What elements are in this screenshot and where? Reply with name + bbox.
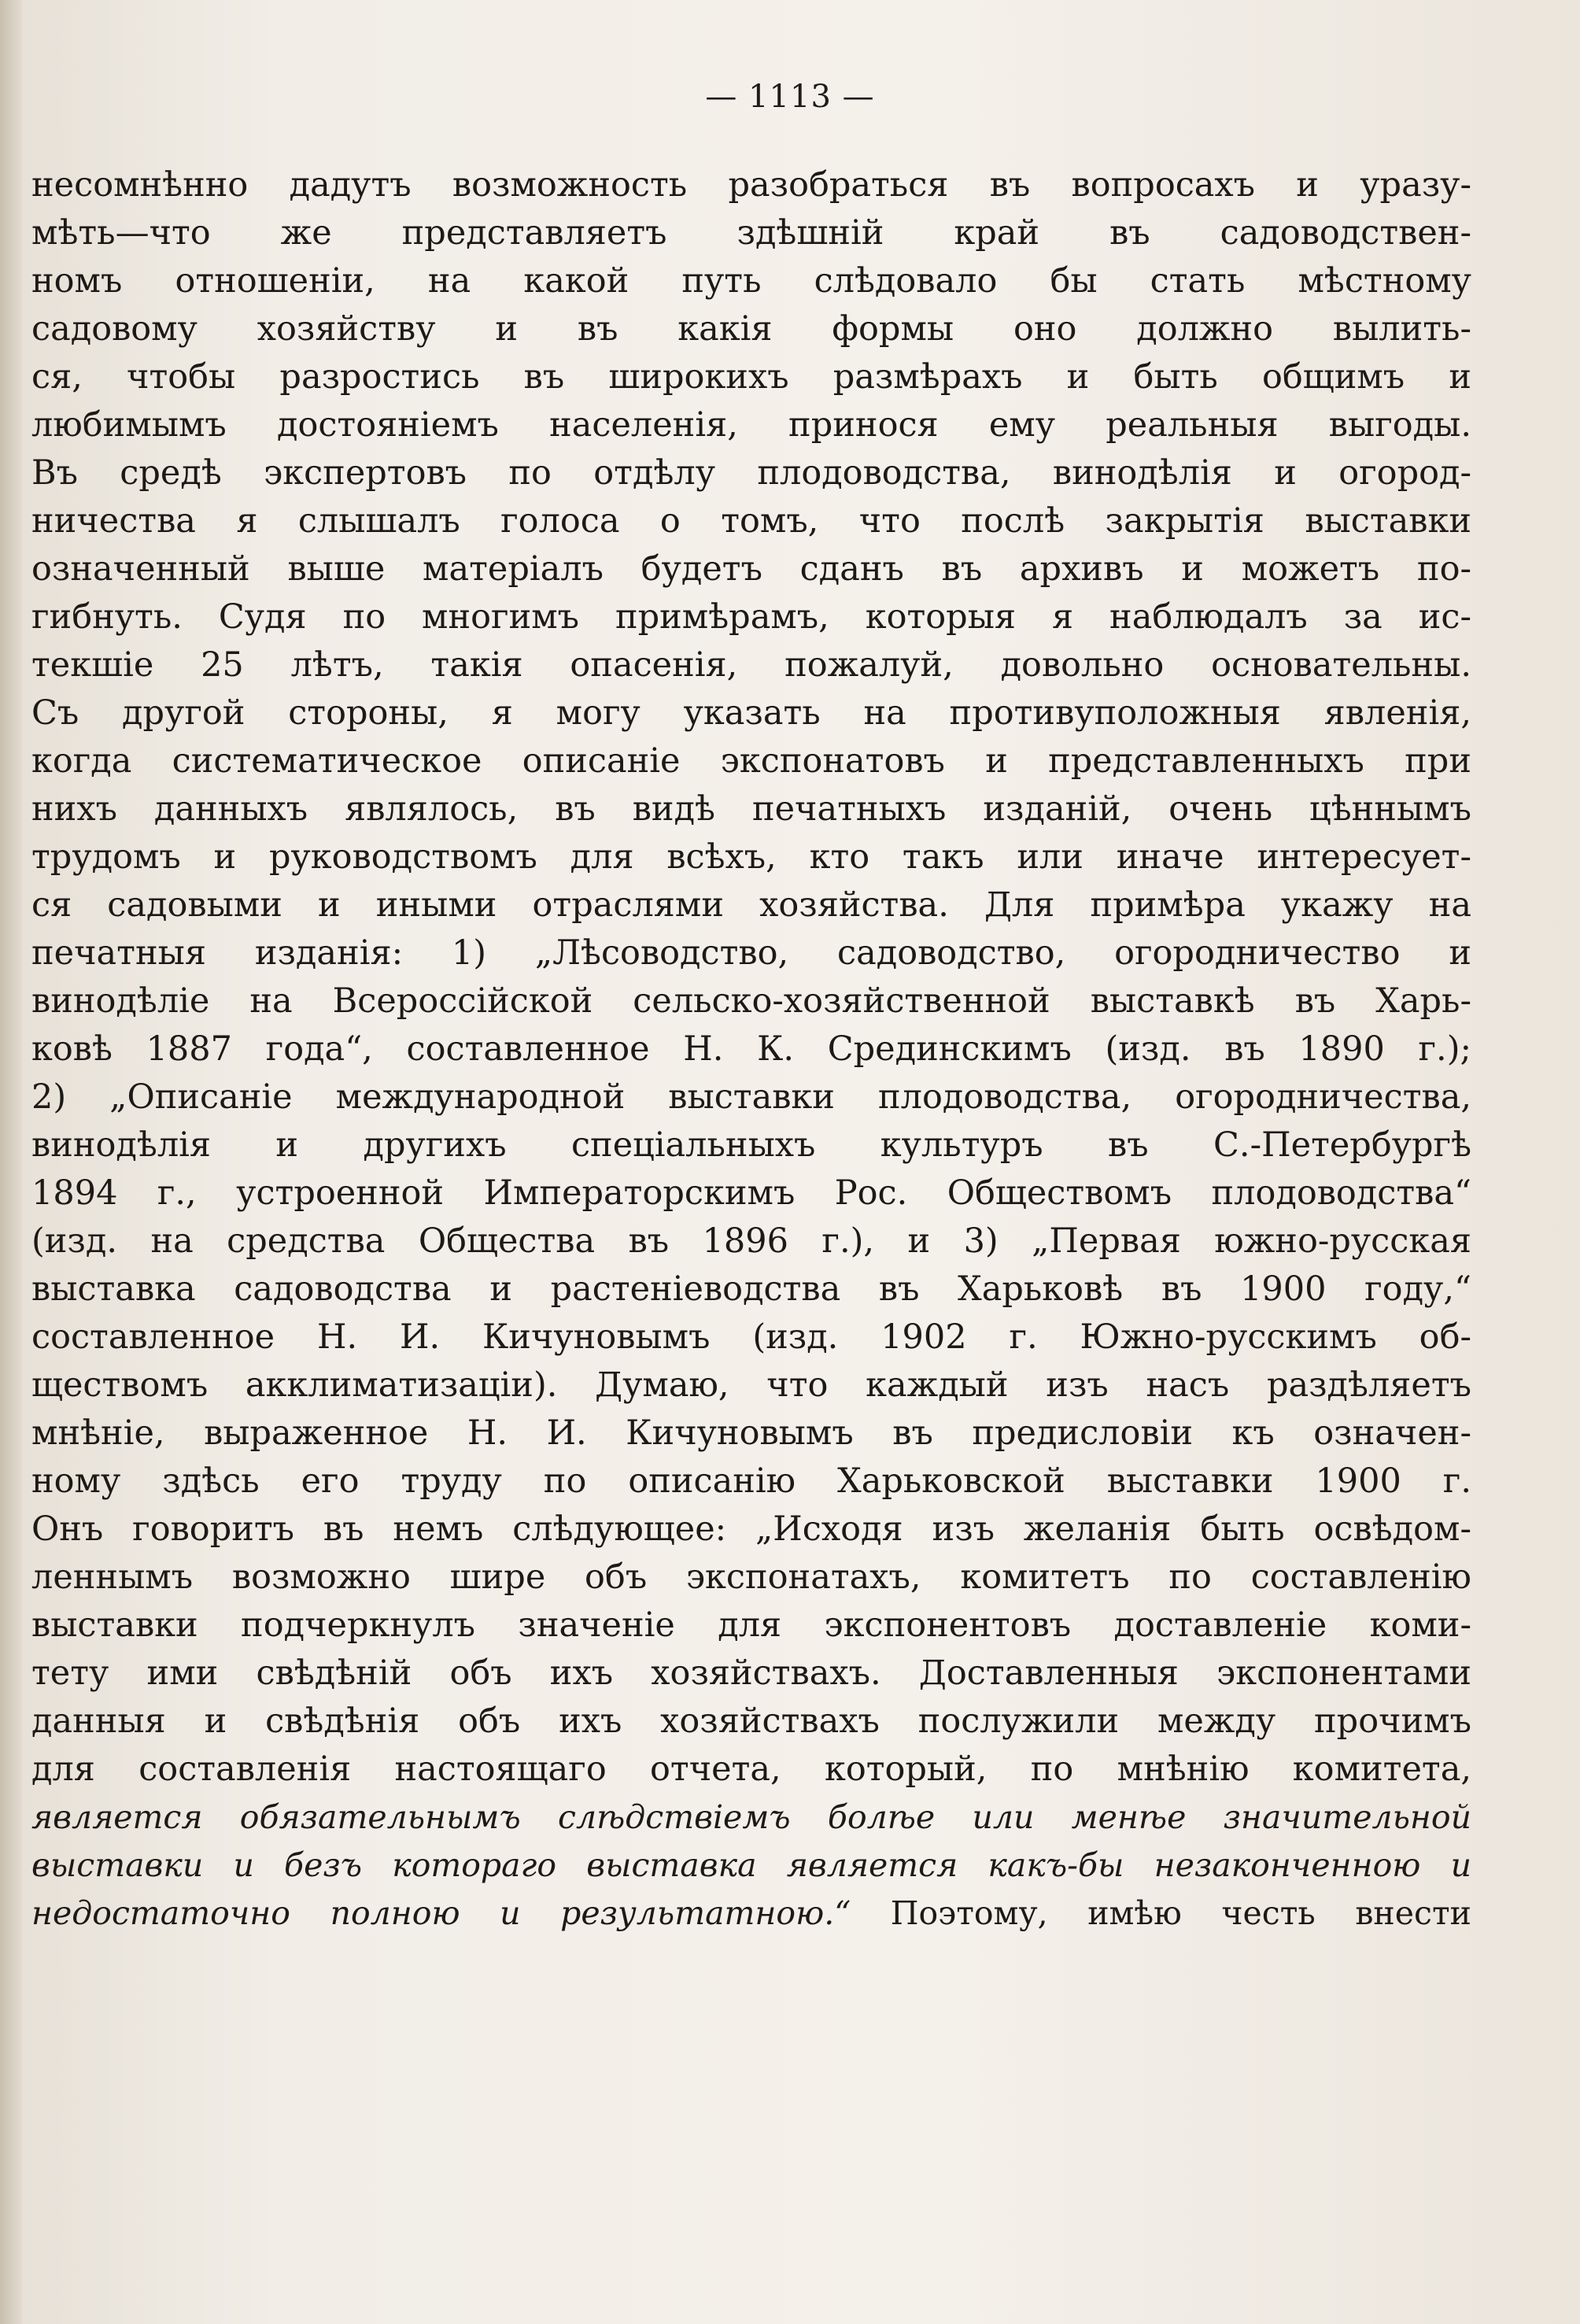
text-line: тету ими свѣдѣній объ ихъ хозяйствахъ. Доставленныя экспонентами <box>31 1653 1471 1693</box>
text-line: печатныя изданія: 1) „Лѣсоводство, садоводство, огородничество и <box>31 933 1471 973</box>
text-line: для составленія настоящаго отчета, который, по мнѣнію комитета, <box>31 1749 1471 1789</box>
text-line: Онъ говоритъ въ немъ слѣдующее: „Исходя изъ желанія быть освѣдом- <box>31 1509 1471 1549</box>
text-line: ковѣ 1887 года“, составленное Н. К. Срединскимъ (изд. въ 1890 г.); <box>31 1029 1471 1069</box>
final-text-line <box>31 1890 1471 1938</box>
italic-quote-end: недостаточно полною и результатною.“ <box>31 1894 851 1932</box>
text-line: данныя и свѣдѣнія объ ихъ хозяйствахъ послужили между прочимъ <box>31 1701 1471 1741</box>
text-line: винодѣлія и другихъ спеціальныхъ культуръ въ С.-Петербургѣ <box>31 1125 1471 1165</box>
text-line: Съ другой стороны, я могу указать на противуположныя явленія, <box>31 693 1471 733</box>
text-line: ществомъ акклиматизаціи). Думаю, что каждый изъ насъ раздѣляетъ <box>31 1365 1471 1405</box>
text-line: (изд. на средства Общества въ 1896 г.), и 3) „Первая южно-русская <box>31 1221 1471 1261</box>
text-line: Въ средѣ экспертовъ по отдѣлу плодоводства, винодѣлія и огород- <box>31 453 1471 493</box>
text-line: выставки подчеркнулъ значеніе для экспонентовъ доставленіе коми- <box>31 1605 1471 1645</box>
text-line: гибнуть. Судя по многимъ примѣрамъ, которыя я наблюдалъ за ис- <box>31 597 1471 637</box>
body-text <box>31 161 1471 1938</box>
text-line: садовому хозяйству и въ какія формы оно должно вылить- <box>31 309 1471 349</box>
text-line: ся, чтобы разростись въ широкихъ размѣрахъ и быть общимъ и <box>31 357 1471 397</box>
text-line: ному здѣсь его труду по описанію Харьковской выставки 1900 г. <box>31 1461 1471 1501</box>
text-line: номъ отношеніи, на какой путь слѣдовало бы стать мѣстному <box>31 261 1471 301</box>
final-text-regular: Поэтому, имѣю честь внести <box>851 1894 1471 1932</box>
text-line: трудомъ и руководствомъ для всѣхъ, кто такъ или иначе интересует- <box>31 837 1471 877</box>
text-line: леннымъ возможно шире объ экспонатахъ, комитетъ по составленію <box>31 1557 1471 1597</box>
text-line: нихъ данныхъ являлось, въ видѣ печатныхъ изданій, очень цѣннымъ <box>31 789 1471 829</box>
text-line: 1894 г., устроенной Императорскимъ Рос. Обществомъ плодоводства“ <box>31 1173 1471 1213</box>
page-number: — 1113 — <box>705 79 875 115</box>
italic-quote-line: выставки и безъ котораго выставка является какъ-бы незаконченною и <box>31 1846 1471 1884</box>
page-gutter <box>0 0 22 2324</box>
text-line: любимымъ достояніемъ населенія, принося ему реальныя выгоды. <box>31 405 1471 445</box>
text-line: мнѣніе, выраженное Н. И. Кичуновымъ въ предисловіи къ означен- <box>31 1413 1471 1453</box>
italic-quote-line: является обязательнымъ слѣдствіемъ болѣе или менѣе значительной <box>31 1798 1471 1836</box>
text-line: несомнѣнно дадутъ возможность разобраться въ вопросахъ и уразу- <box>31 165 1471 205</box>
text-line: винодѣліе на Всероссійской сельско-хозяйственной выставкѣ въ Харь- <box>31 981 1471 1021</box>
text-line: составленное Н. И. Кичуновымъ (изд. 1902 г. Южно-русскимъ об- <box>31 1317 1471 1357</box>
text-line: ничества я слышалъ голоса о томъ, что послѣ закрытія выставки <box>31 501 1471 541</box>
text-line: означенный выше матеріалъ будетъ сданъ въ архивъ и можетъ по- <box>31 549 1471 589</box>
text-line: когда систематическое описаніе экспонатовъ и представленныхъ при <box>31 741 1471 781</box>
text-line: текшіе 25 лѣтъ, такія опасенія, пожалуй, довольно основательны. <box>31 645 1471 685</box>
text-line: мѣть—что же представляетъ здѣшній край въ садоводствен- <box>31 213 1471 253</box>
text-line: ся садовыми и иными отраслями хозяйства. Для примѣра укажу на <box>31 885 1471 925</box>
text-line: 2) „Описаніе международной выставки плодоводства, огородничества, <box>31 1077 1471 1117</box>
text-line: выставка садоводства и растеніеводства въ Харьковѣ въ 1900 году,“ <box>31 1269 1471 1309</box>
